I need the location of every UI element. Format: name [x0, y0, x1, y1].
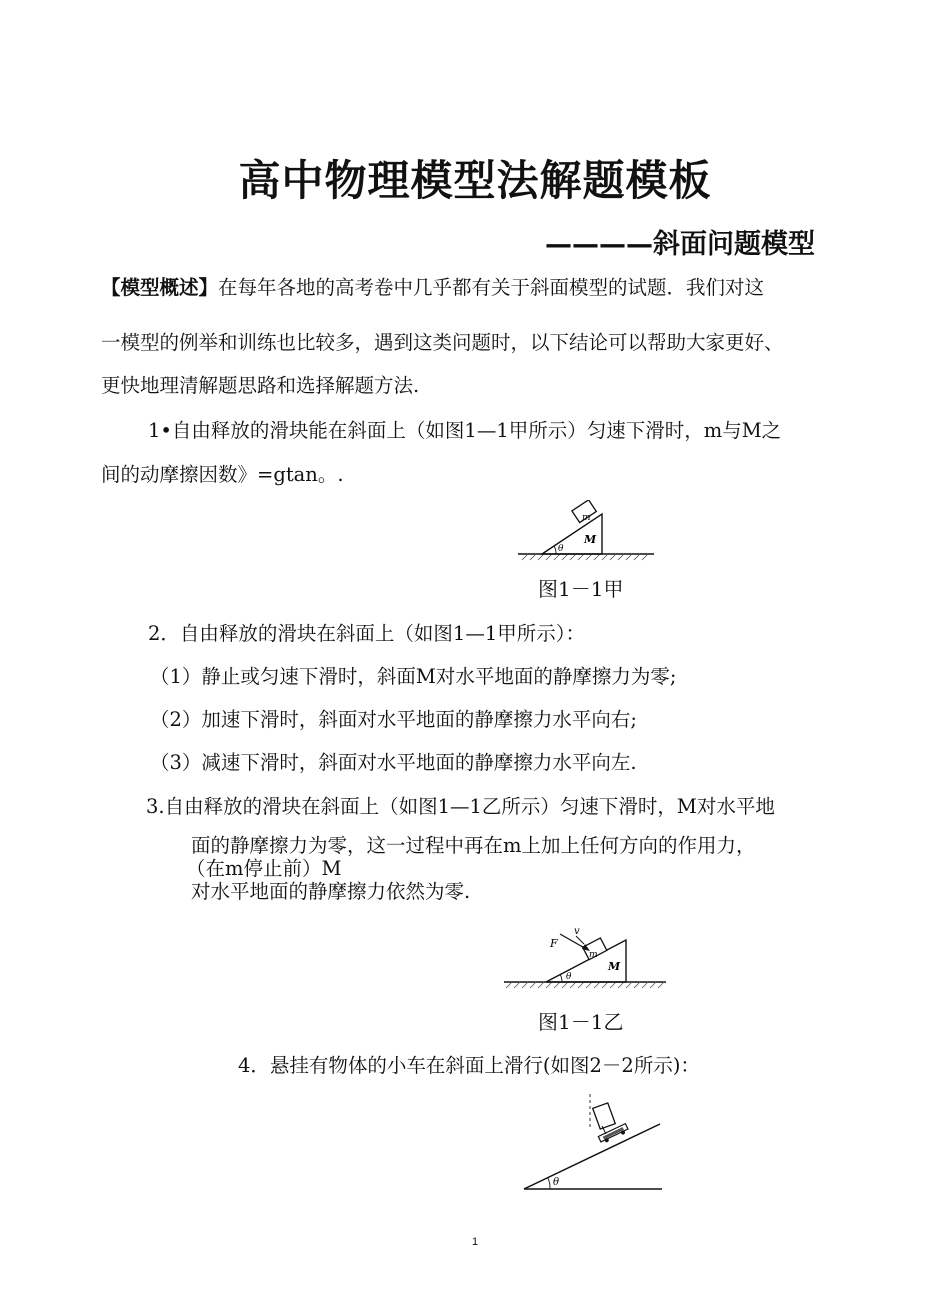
item3-line-3: （在m停止前）M: [186, 857, 342, 880]
ground-hatch: [506, 982, 664, 988]
label-F: F: [550, 937, 558, 950]
label-m: m: [582, 513, 591, 523]
item2-sub-1: （1）静止或匀速下滑时，斜面M对水平地面的静摩擦力为零;: [150, 665, 677, 688]
angle-arc: [554, 546, 556, 554]
figure-cart-incline: [520, 1090, 665, 1194]
document-title: 高中物理模型法解题模板: [238, 156, 712, 205]
item2-sub-3: （3）减速下滑时，斜面对水平地面的静摩擦力水平向左.: [150, 751, 637, 774]
figure2-caption: 图1－1乙: [538, 1010, 624, 1034]
label-v: v: [574, 926, 580, 937]
overview-line-2: 一模型的例举和训练也比较多，遇到这类问题时，以下结论可以帮助大家更好、: [101, 331, 784, 354]
item2-intro: 2．自由释放的滑块在斜面上（如图1—1甲所示）：: [148, 622, 585, 645]
label-theta: θ: [553, 1177, 560, 1188]
overview-line-1: [101, 272, 764, 300]
label-theta: θ: [566, 972, 572, 982]
angle-arc: [548, 1178, 550, 1189]
item3-line-2: 面的静摩擦力为零，这一过程中再在m上加上任何方向的作用力，: [191, 834, 756, 857]
figure-incline-force: [502, 922, 668, 994]
item3-line-1: 3.自由释放的滑块在斜面上（如图1—1乙所示）匀速下滑时，M对水平地: [146, 795, 775, 818]
overview-tag: 【模型概述】: [101, 276, 219, 299]
item3-line-4: 对水平地面的静摩擦力依然为零.: [191, 880, 471, 903]
item4-line-1: 4．悬挂有物体的小车在斜面上滑行(如图2－2所示)：: [238, 1054, 700, 1077]
velocity-arrow: [576, 936, 584, 944]
label-M: M: [608, 960, 621, 973]
page-number: 1: [471, 1236, 479, 1248]
document-subtitle: ————斜面问题模型: [545, 229, 815, 260]
ground-hatch: [522, 554, 648, 560]
label-m: m: [589, 950, 598, 960]
figure-incline-block: [516, 500, 656, 565]
hanging-object: [593, 1103, 616, 1129]
figure1-caption: 图1－1甲: [538, 577, 624, 601]
overview-text-1: 在每年各地的高考卷中几乎都有关于斜面模型的试题．我们对这: [218, 276, 765, 299]
incline-surface: [524, 1124, 660, 1189]
item1-line-1: 1•自由释放的滑块能在斜面上（如图1—1甲所示）匀速下滑时，m与M之: [148, 419, 782, 442]
label-theta: θ: [558, 544, 564, 554]
label-M: M: [584, 533, 597, 546]
overview-line-3: 更快地理清解题思路和选择解题方法.: [101, 374, 420, 397]
angle-arc: [560, 974, 562, 982]
item2-sub-2: （2）加速下滑时，斜面对水平地面的静摩擦力水平向右;: [150, 708, 637, 731]
item1-line-2: 间的动摩擦因数》=gtan。.: [101, 463, 344, 486]
